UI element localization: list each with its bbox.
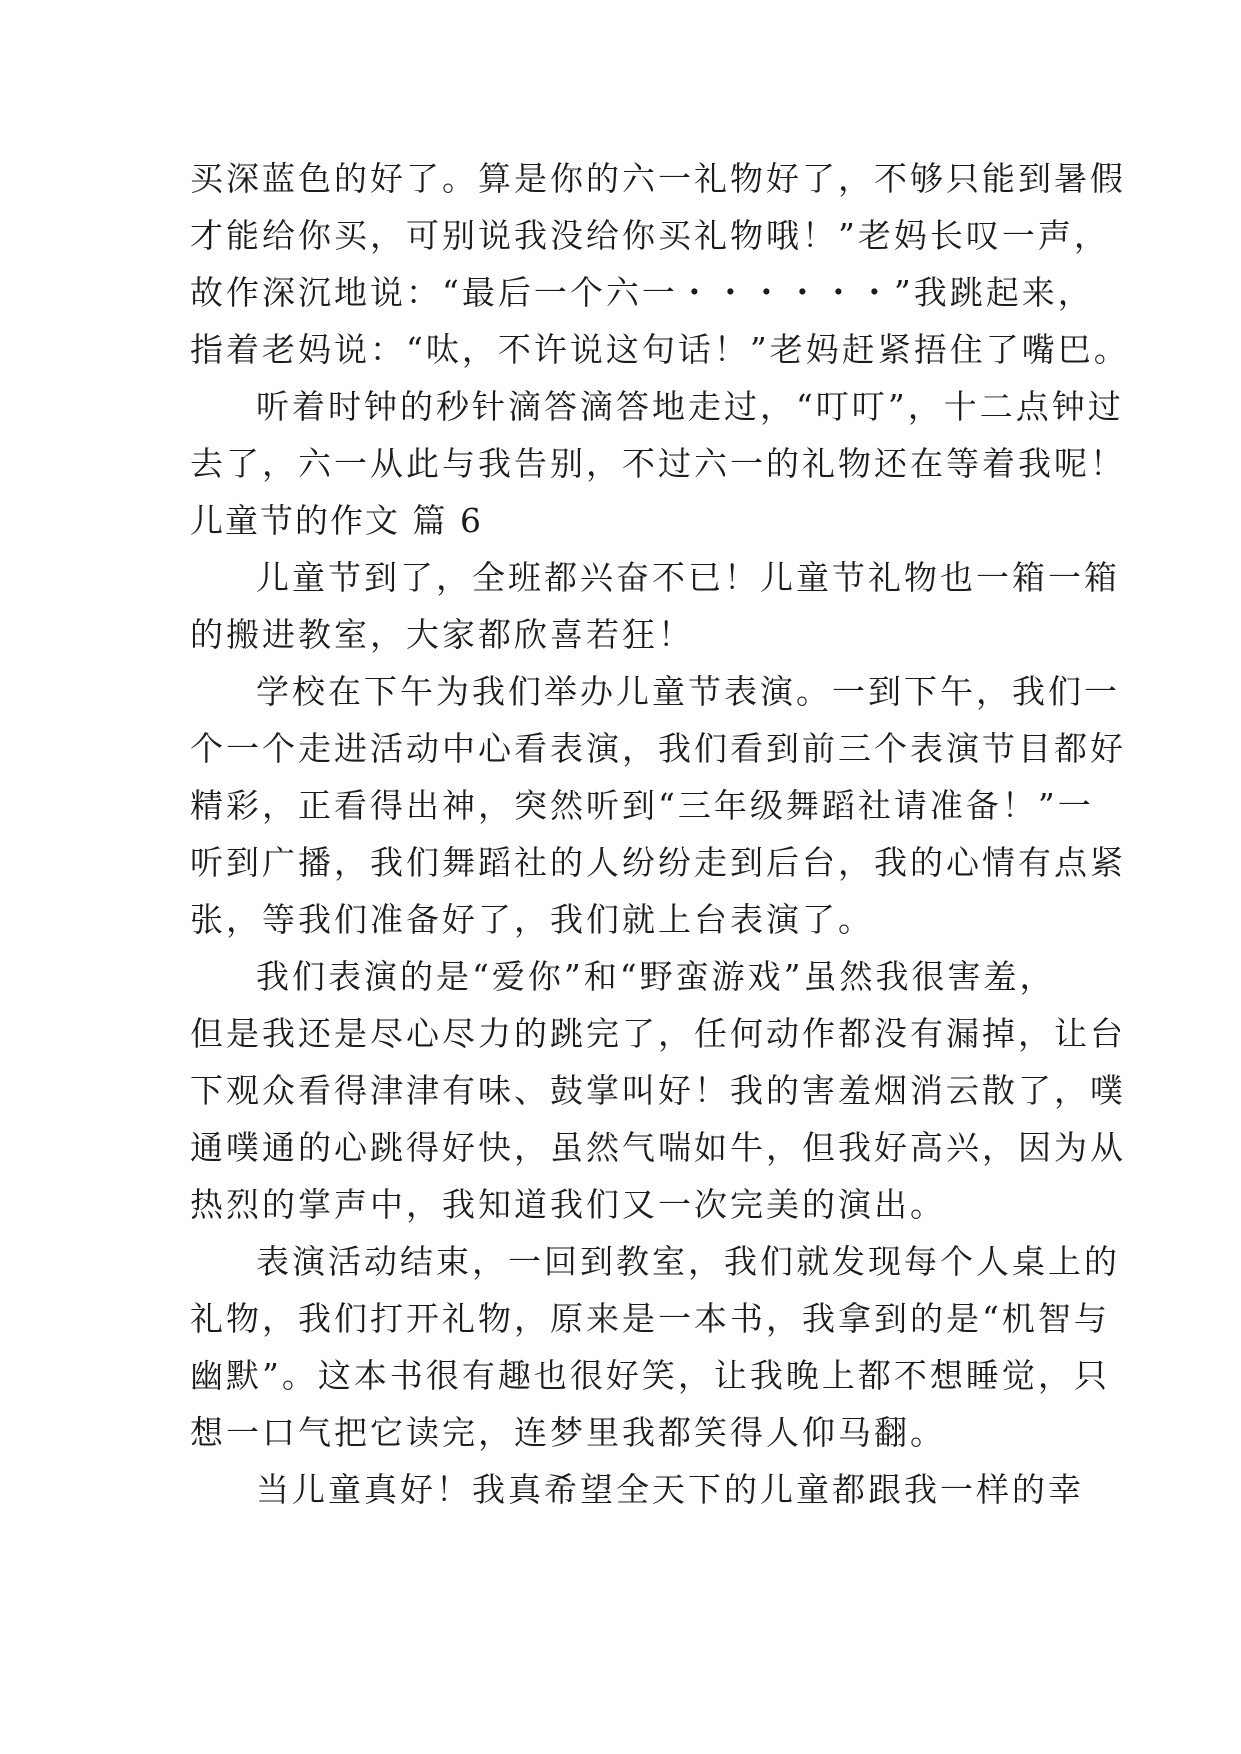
section-heading: 儿童节的作文 篇 6 (190, 501, 483, 540)
text-line: 买深蓝色的好了。算是你的六一礼物好了，不够只能到暑假 (190, 159, 1126, 198)
text-line: 下观众看得津津有味、鼓掌叫好！我的害羞烟消云散了，噗 (190, 1071, 1126, 1110)
text-line: 幽默”。这本书很有趣也很好笑，让我晚上都不想睡觉，只 (190, 1356, 1110, 1395)
text-line: 想一口气把它读完，连梦里我都笑得人仰马翻。 (190, 1413, 946, 1452)
text-line: 去了，六一从此与我告别，不过六一的礼物还在等着我呢！ (190, 444, 1126, 483)
text-line: 礼物，我们打开礼物，原来是一本书，我拿到的是“机智与 (190, 1299, 1110, 1338)
text-line: 热烈的掌声中，我知道我们又一次完美的演出。 (190, 1185, 946, 1224)
text-line: 的搬进教室，大家都欣喜若狂！ (190, 615, 694, 654)
text-line: 听到广播，我们舞蹈社的人纷纷走到后台，我的心情有点紧 (190, 843, 1126, 882)
text-line: 才能给你买，可别说我没给你买礼物哦！”老妈长叹一声， (190, 216, 1110, 255)
text-line: 个一个走进活动中心看表演，我们看到前三个表演节目都好 (190, 729, 1126, 768)
text-line: 学校在下午为我们举办儿童节表演。一到下午，我们一 (256, 672, 1120, 711)
text-line: 精彩，正看得出神，突然听到“三年级舞蹈社请准备！”一 (190, 786, 1094, 825)
text-line: 通噗通的心跳得好快，虽然气喘如牛，但我好高兴，因为从 (190, 1128, 1126, 1167)
text-line: 指着老妈说：“呔，不许说这句话！”老妈赶紧捂住了嘴巴。 (190, 330, 1130, 369)
text-line: 我们表演的是“爱你”和“野蛮游戏”虽然我很害羞， (256, 957, 1056, 996)
text-line: 故作深沉地说：“最后一个六一・・・・・・”我跳起来， (190, 273, 1094, 312)
text-line: 听着时钟的秒针滴答滴答地走过，“叮叮”，十二点钟过 (256, 387, 1124, 426)
text-line: 张，等我们准备好了，我们就上台表演了。 (190, 900, 874, 939)
text-line: 但是我还是尽心尽力的跳完了，任何动作都没有漏掉，让台 (190, 1014, 1126, 1053)
document-body (190, 150, 1130, 1518)
text-line: 表演活动结束，一回到教室，我们就发现每个人桌上的 (256, 1242, 1120, 1281)
text-line: 当儿童真好！我真希望全天下的儿童都跟我一样的幸 (256, 1470, 1084, 1509)
text-line: 儿童节到了，全班都兴奋不已！儿童节礼物也一箱一箱 (256, 558, 1120, 597)
